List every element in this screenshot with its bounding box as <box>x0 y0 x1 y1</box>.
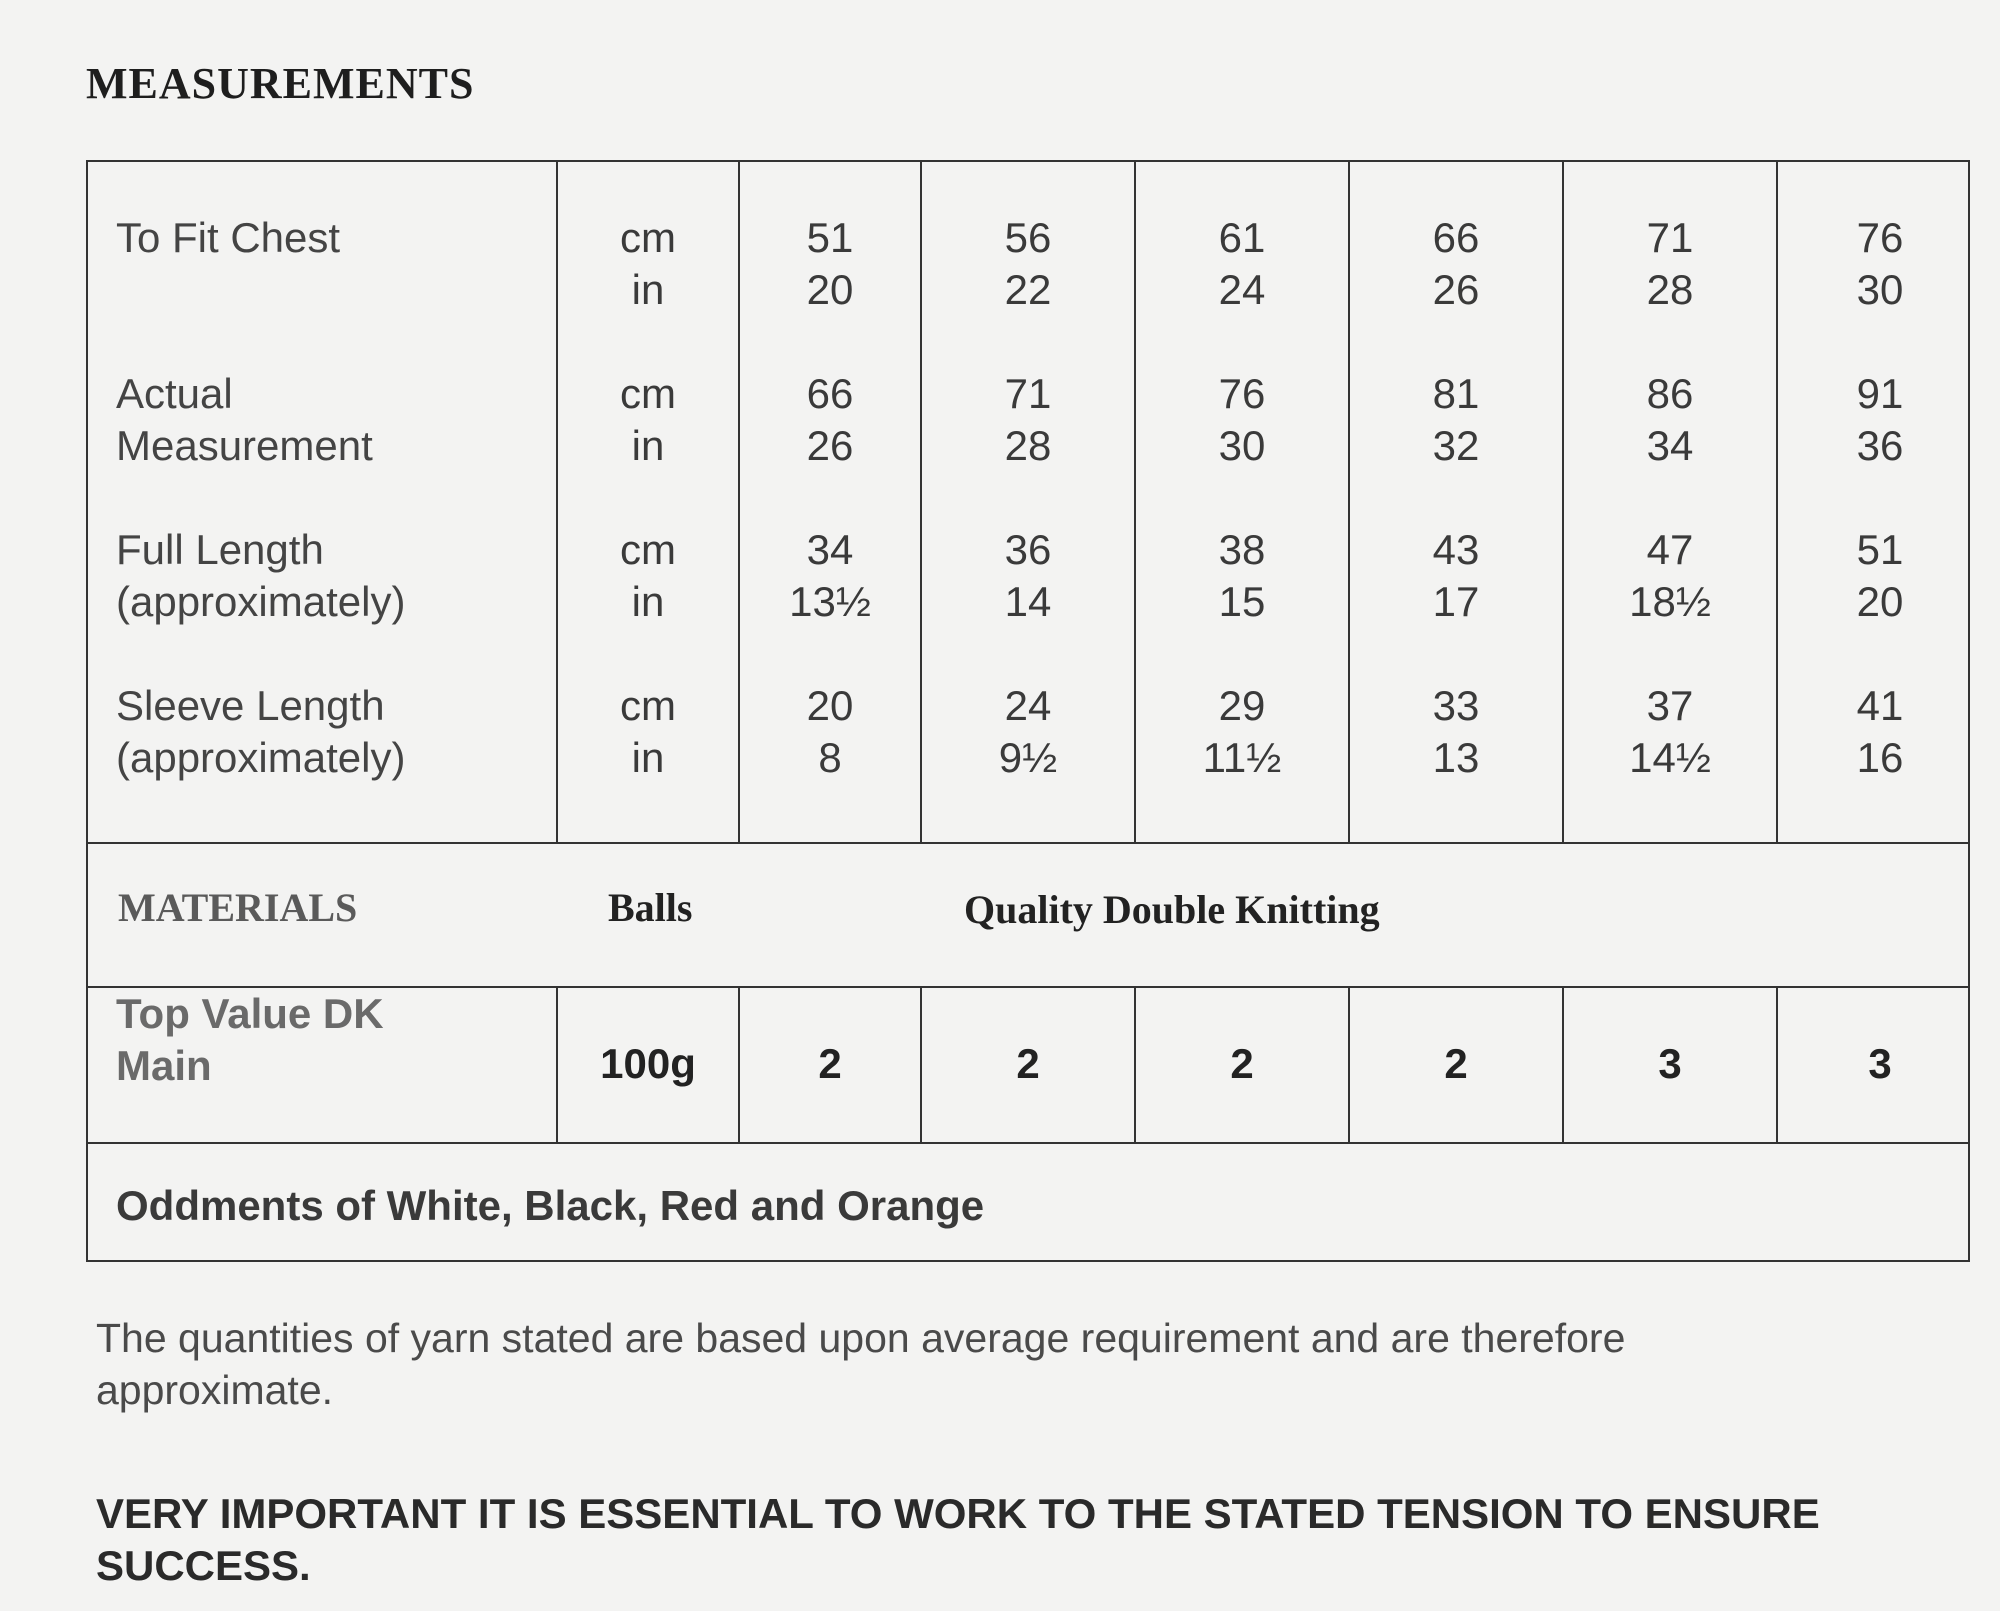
value-in: 18½ <box>1629 578 1711 625</box>
unit-cm: cm <box>620 214 676 261</box>
value-in: 30 <box>1856 266 1904 313</box>
materials-label: MATERIALS <box>118 885 358 930</box>
size-column <box>922 162 1136 842</box>
important-warning: VERY IMPORTANT IT IS ESSENTIAL TO WORK TO THE STATED TENSION TO ENSURE SUCCESS. <box>96 1490 1820 1589</box>
value-in: 32 <box>1432 422 1480 469</box>
row-label: (approximately) <box>116 734 406 781</box>
value-cm: 37 <box>1646 682 1694 729</box>
value-cm: 24 <box>1004 682 1052 729</box>
balls-count: 2 <box>1230 1040 1254 1087</box>
label-column <box>88 162 558 842</box>
value-cm: 33 <box>1432 682 1480 729</box>
value-cm: 20 <box>806 682 854 729</box>
value-cm: 61 <box>1218 214 1266 261</box>
unit-cm: cm <box>620 526 676 573</box>
value-cm: 81 <box>1432 370 1480 417</box>
size-column <box>1136 162 1350 842</box>
row-label <box>116 264 405 316</box>
page-title: MEASUREMENTS <box>86 59 475 108</box>
quantities-note: The quantities of yarn stated are based upon average requirement and are therefore approximate. <box>96 1315 1626 1413</box>
row-label: Full Length <box>116 526 324 573</box>
yarn-row <box>86 986 1970 1144</box>
value-in: 13 <box>1432 734 1480 781</box>
value-cm: 76 <box>1856 214 1904 261</box>
value-cm: 66 <box>806 370 854 417</box>
unit-in: in <box>631 578 665 625</box>
unit-in: in <box>631 266 665 313</box>
quality-label: Quality Double Knitting <box>964 887 1380 932</box>
measurements-table <box>86 160 1970 844</box>
value-in: 30 <box>1218 422 1266 469</box>
unit-in: in <box>631 734 665 781</box>
value-in: 34 <box>1646 422 1694 469</box>
size-column <box>1564 162 1778 842</box>
value-cm: 66 <box>1432 214 1480 261</box>
value-in: 13½ <box>789 578 871 625</box>
value-cm: 51 <box>806 214 854 261</box>
value-cm: 51 <box>1856 526 1904 573</box>
balls-count: 2 <box>818 1040 842 1087</box>
value-cm: 47 <box>1646 526 1694 573</box>
balls-count: 3 <box>1868 1040 1892 1087</box>
value-in: 17 <box>1432 578 1480 625</box>
oddments-row <box>86 1142 1970 1262</box>
row-label: (approximately) <box>116 578 406 625</box>
size-column <box>1778 162 1982 842</box>
balls-label: Balls <box>608 885 693 930</box>
value-in: 15 <box>1218 578 1266 625</box>
oddments-text: Oddments of White, Black, Red and Orange <box>116 1182 985 1229</box>
yarn-name: Top Value DK Main <box>116 990 384 1089</box>
value-cm: 71 <box>1646 214 1694 261</box>
value-in: 22 <box>1004 266 1052 313</box>
unit-column <box>558 162 740 842</box>
value-in: 20 <box>1856 578 1904 625</box>
value-cm: 91 <box>1856 370 1904 417</box>
balls-count: 2 <box>1016 1040 1040 1087</box>
row-label: Measurement <box>116 422 373 469</box>
value-cm: 41 <box>1856 682 1904 729</box>
size-column <box>740 162 922 842</box>
unit-cm: cm <box>620 370 676 417</box>
unit-in: in <box>631 422 665 469</box>
value-in: 16 <box>1856 734 1904 781</box>
value-cm: 29 <box>1218 682 1266 729</box>
value-cm: 34 <box>806 526 854 573</box>
size-column <box>1350 162 1564 842</box>
yarn-weight: 100g <box>600 1040 696 1087</box>
row-label: Actual <box>116 370 233 417</box>
value-in: 8 <box>818 734 842 781</box>
balls-count: 3 <box>1658 1040 1682 1087</box>
row-label: Sleeve Length <box>116 682 385 729</box>
unit-cm: cm <box>620 682 676 729</box>
value-in: 28 <box>1646 266 1694 313</box>
value-in: 28 <box>1004 422 1052 469</box>
value-in: 36 <box>1856 422 1904 469</box>
value-in: 14 <box>1004 578 1052 625</box>
value-cm: 36 <box>1004 526 1052 573</box>
value-cm: 43 <box>1432 526 1480 573</box>
value-cm: 76 <box>1218 370 1266 417</box>
value-in: 26 <box>806 422 854 469</box>
value-cm: 86 <box>1646 370 1694 417</box>
value-in: 24 <box>1218 266 1266 313</box>
value-in: 20 <box>806 266 854 313</box>
value-in: 14½ <box>1629 734 1711 781</box>
value-in: 9½ <box>998 734 1058 781</box>
balls-count: 2 <box>1444 1040 1468 1087</box>
value-cm: 56 <box>1004 214 1052 261</box>
row-label: To Fit Chest <box>116 214 341 261</box>
value-in: 11½ <box>1202 734 1282 781</box>
value-cm: 38 <box>1218 526 1266 573</box>
materials-header <box>86 840 1970 988</box>
value-in: 26 <box>1432 266 1480 313</box>
value-cm: 71 <box>1004 370 1052 417</box>
